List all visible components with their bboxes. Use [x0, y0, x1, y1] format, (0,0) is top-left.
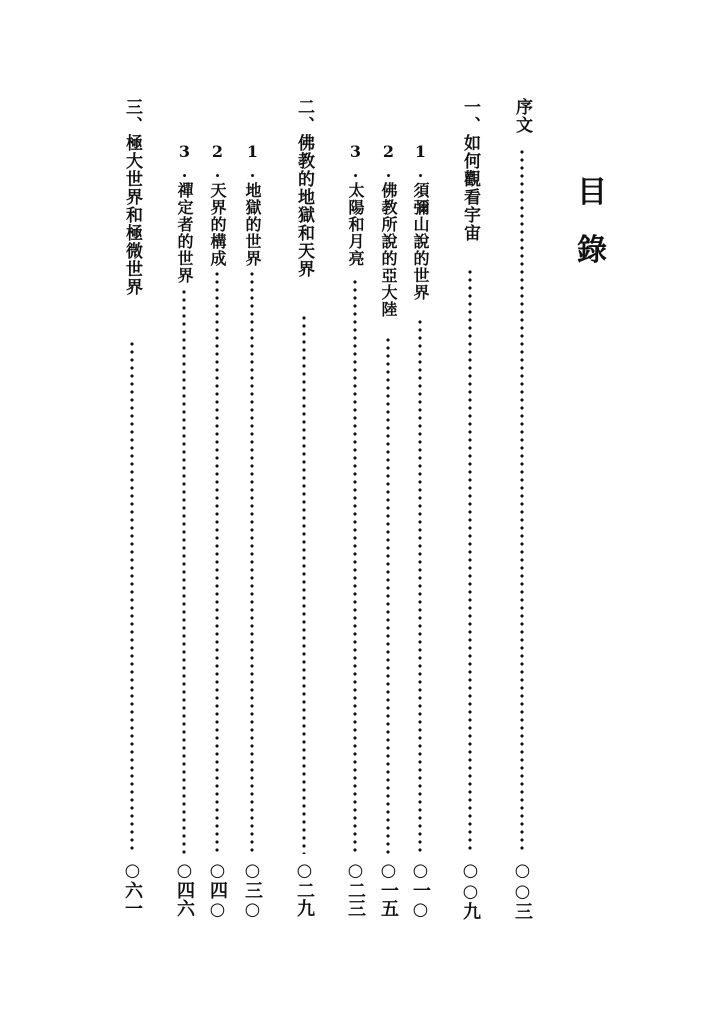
leader-dots: [384, 336, 392, 854]
toc-entry-label: 2.佛教所說的亞大陸: [379, 142, 398, 318]
toc-entry-chapter-1[interactable]: [458, 0, 482, 1024]
title-char-1: 目: [577, 175, 607, 210]
toc-entry-1-1[interactable]: [408, 0, 432, 1024]
toc-entry-page: ○二三: [345, 860, 366, 917]
toc-entry-label: 3.禪定者的世界: [175, 142, 194, 284]
toc-entry-2-2[interactable]: [205, 0, 229, 1024]
toc-entry-label: 3.太陽和月亮: [346, 142, 365, 267]
toc-entry-label: 一、如何觀看宇宙: [460, 98, 480, 242]
toc-entry-2-3[interactable]: [172, 0, 196, 1024]
toc-entry-preface[interactable]: [510, 0, 534, 1024]
leader-dots: [300, 314, 308, 854]
toc-entry-page: ○一五: [378, 860, 399, 917]
toc-entry-page: ○○九: [460, 860, 481, 920]
page-title: [574, 175, 610, 268]
toc-entry-page: ○三○: [242, 860, 263, 920]
toc-entry-label: 1.須彌山說的世界: [411, 142, 430, 301]
toc-entry-page: ○四○: [207, 860, 228, 920]
toc-entry-label: 二、佛教的地獄和天界: [294, 98, 314, 278]
leader-dots: [351, 278, 359, 854]
leader-dots: [180, 288, 188, 854]
leader-dots: [213, 270, 221, 854]
toc-entry-2-1[interactable]: [240, 0, 264, 1024]
toc-entry-page: ○六一: [122, 860, 143, 917]
toc-entry-label: 2.天界的構成: [208, 142, 227, 267]
toc-entry-label: 1.地獄的世界: [243, 142, 262, 267]
leader-dots: [128, 340, 136, 854]
leader-dots: [518, 148, 526, 854]
leader-dots: [466, 268, 474, 854]
leader-dots: [248, 270, 256, 854]
toc-entry-chapter-3[interactable]: [120, 0, 144, 1024]
toc-entry-label: 序文: [512, 98, 532, 134]
toc-entry-page: ○一○: [410, 860, 431, 920]
toc-entry-label: 三、極大世界和極微世界: [122, 98, 142, 296]
toc-entry-chapter-2[interactable]: [292, 0, 316, 1024]
title-char-2: 錄: [577, 233, 607, 268]
toc-entry-page: ○二九: [294, 860, 315, 917]
toc-entry-page: ○○三: [512, 860, 533, 920]
toc-entry-1-3[interactable]: [343, 0, 367, 1024]
toc-entry-page: ○四六: [174, 860, 195, 917]
toc-entry-1-2[interactable]: [376, 0, 400, 1024]
leader-dots: [416, 318, 424, 854]
